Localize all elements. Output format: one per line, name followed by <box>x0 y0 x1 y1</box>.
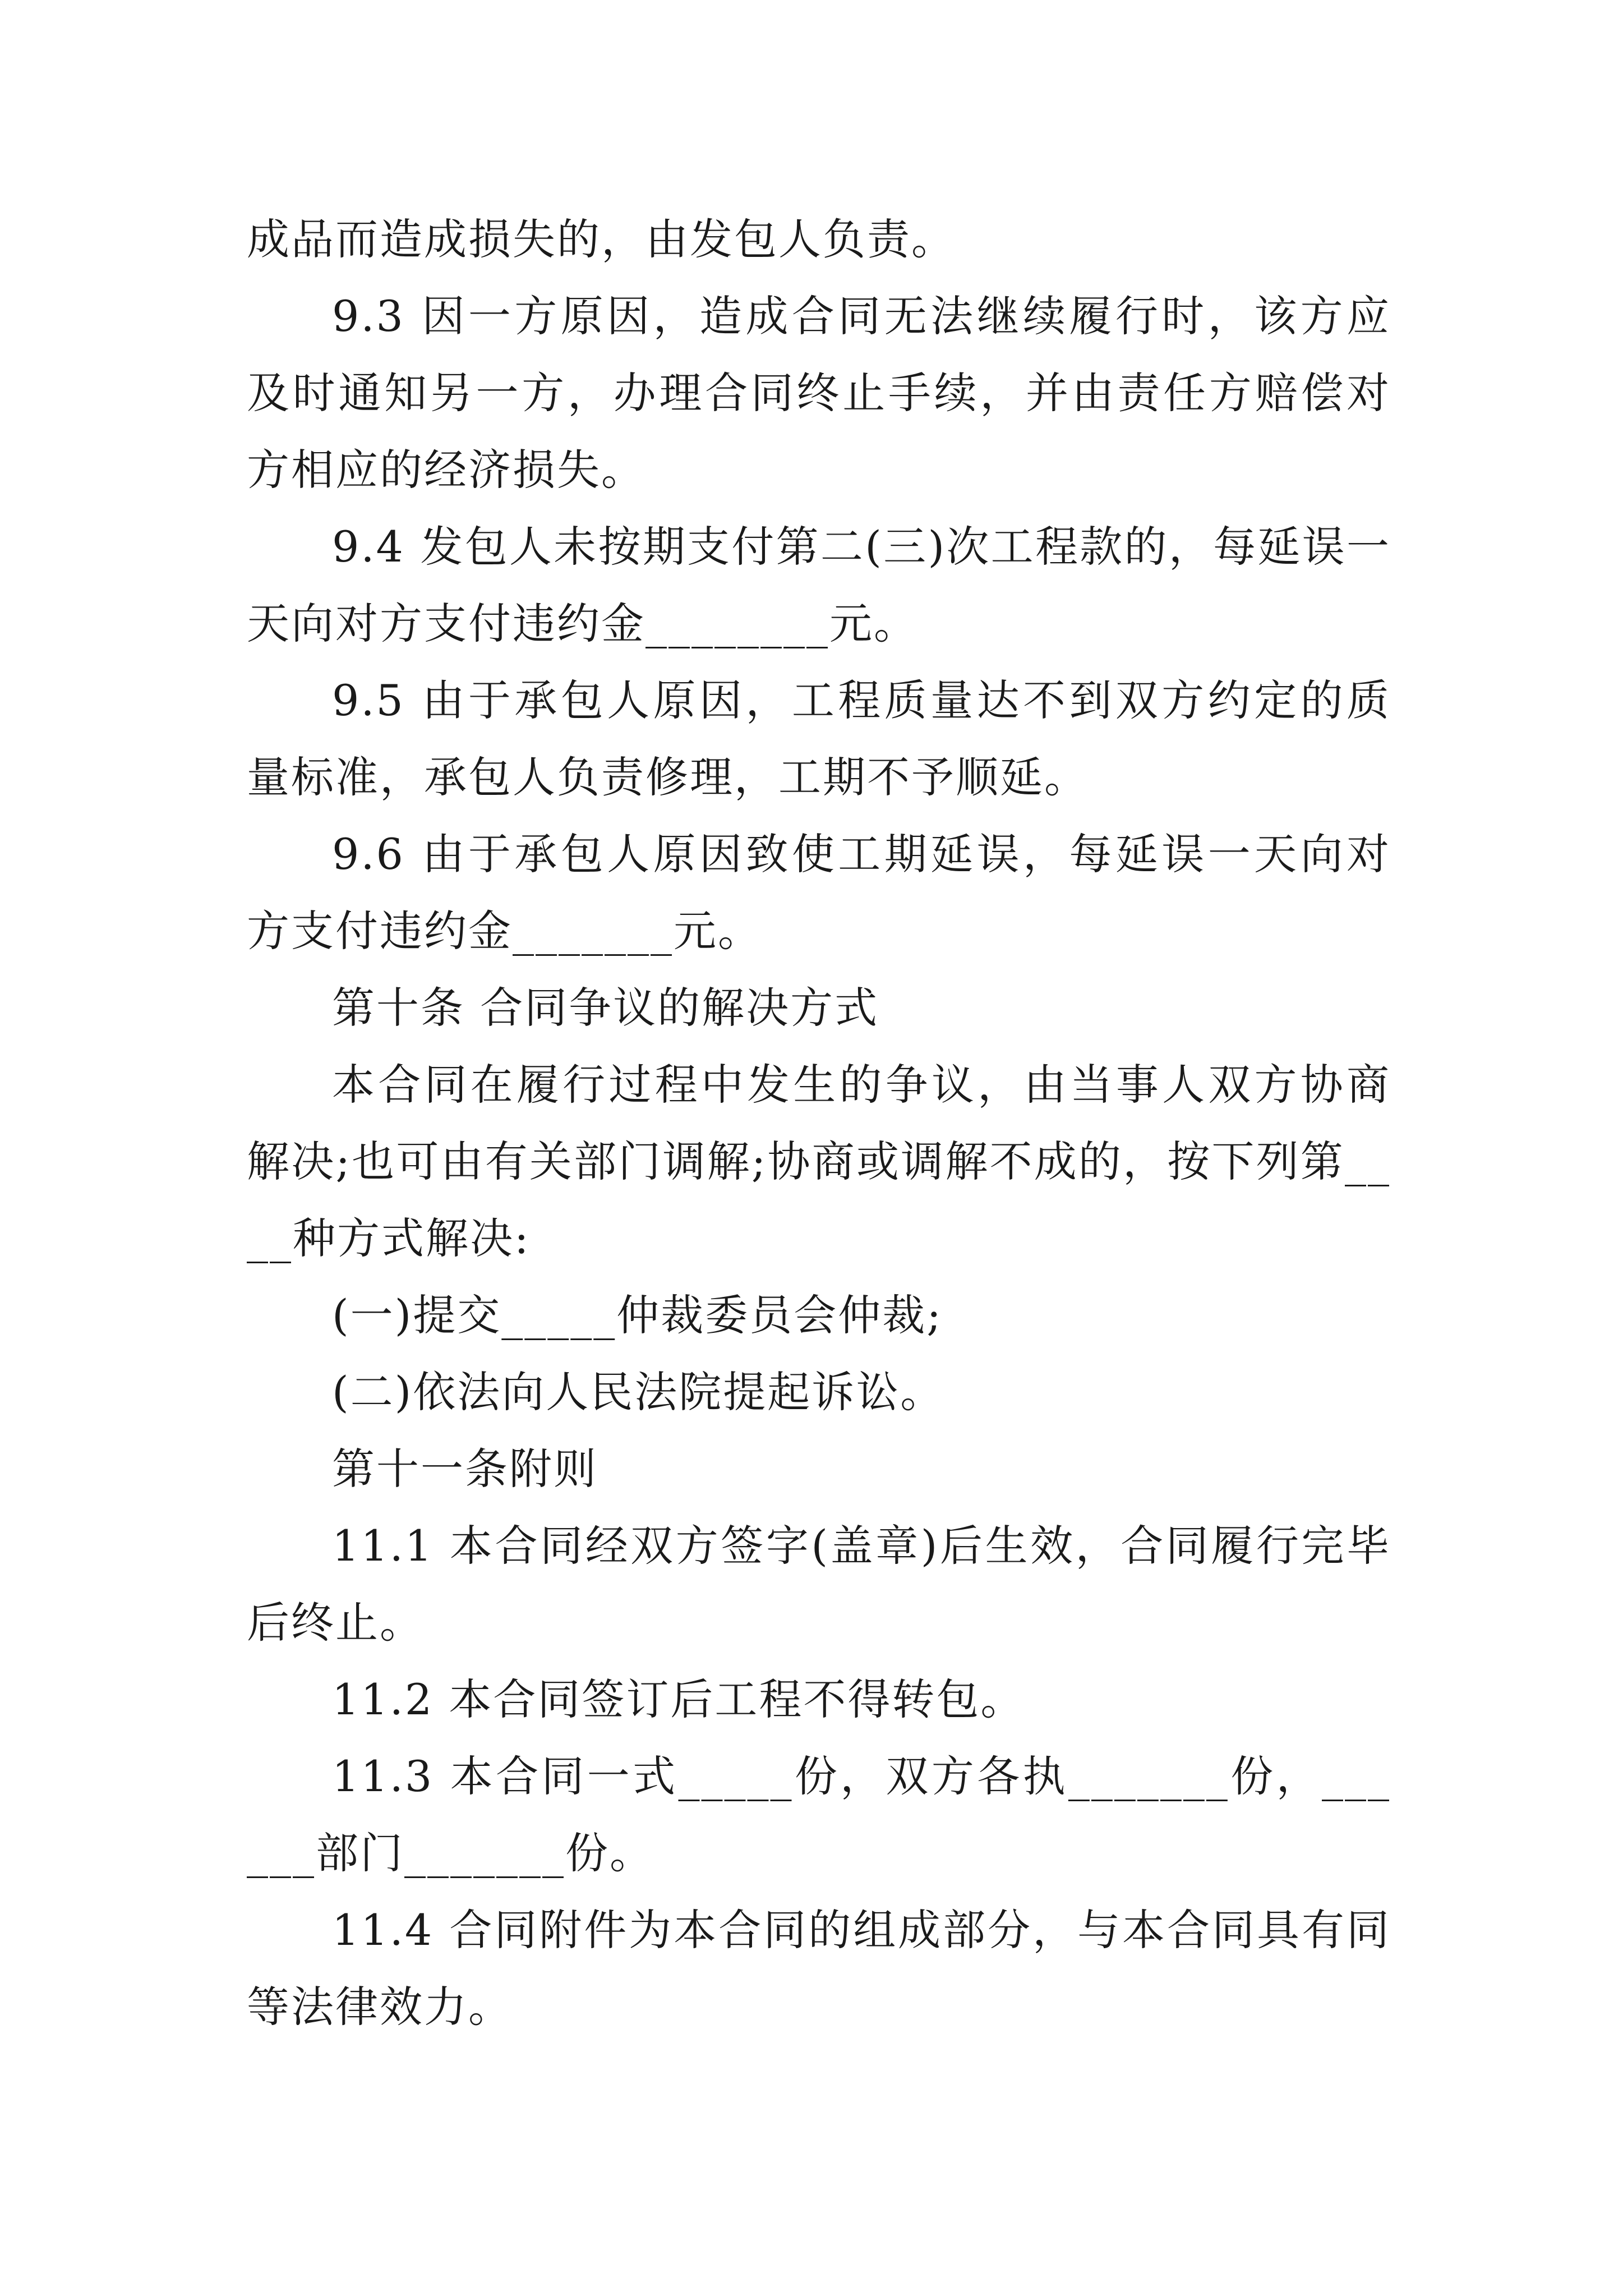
dispute-option-2: (二)依法向人民法院提起诉讼。 <box>332 1367 945 1417</box>
dispute-option-1: (一)提交_____仲裁委员会仲裁; <box>332 1290 943 1340</box>
article-11-heading: 第十一条附则 <box>332 1444 598 1494</box>
paragraph-continuation: 成品而造成损失的，由发包人负责。 <box>247 214 956 264</box>
clause-9-4: 9.4 发包人未按期支付第二(三)次工程款的，每延误一天向对方支付违约金________元。 <box>247 522 1391 648</box>
clause-11-3: 11.3 本合同一式_____份，双方各执_______份，______部门_______份。 <box>247 1751 1391 1878</box>
document-body <box>247 201 1391 2045</box>
clause-9-6: 9.6 由于承包人原因致使工期延误，每延误一天向对方支付违约金_______元。 <box>247 829 1391 956</box>
clause-11-1: 11.1 本合同经双方签字(盖章)后生效，合同履行完毕后终止。 <box>247 1521 1391 1648</box>
clause-9-3: 9.3 因一方原因，造成合同无法继续履行时，该方应及时通知另一方，办理合同终止手续，并由责任方赔偿对方相应的经济损失。 <box>247 291 1391 495</box>
article-10-heading: 第十条 合同争议的解决方式 <box>332 983 879 1033</box>
clause-11-2: 11.2 本合同签订后工程不得转包。 <box>332 1674 1025 1724</box>
article-10-body: 本合同在履行过程中发生的争议，由当事人双方协商解决;也可由有关部门调解;协商或调解不成的，按下列第____种方式解决: <box>247 1060 1391 1263</box>
clause-9-5: 9.5 由于承包人原因，工程质量达不到双方约定的质量标准，承包人负责修理，工期不予顺延。 <box>247 675 1391 802</box>
clause-11-4: 11.4 合同附件为本合同的组成部分，与本合同具有同等法律效力。 <box>247 1905 1391 2032</box>
